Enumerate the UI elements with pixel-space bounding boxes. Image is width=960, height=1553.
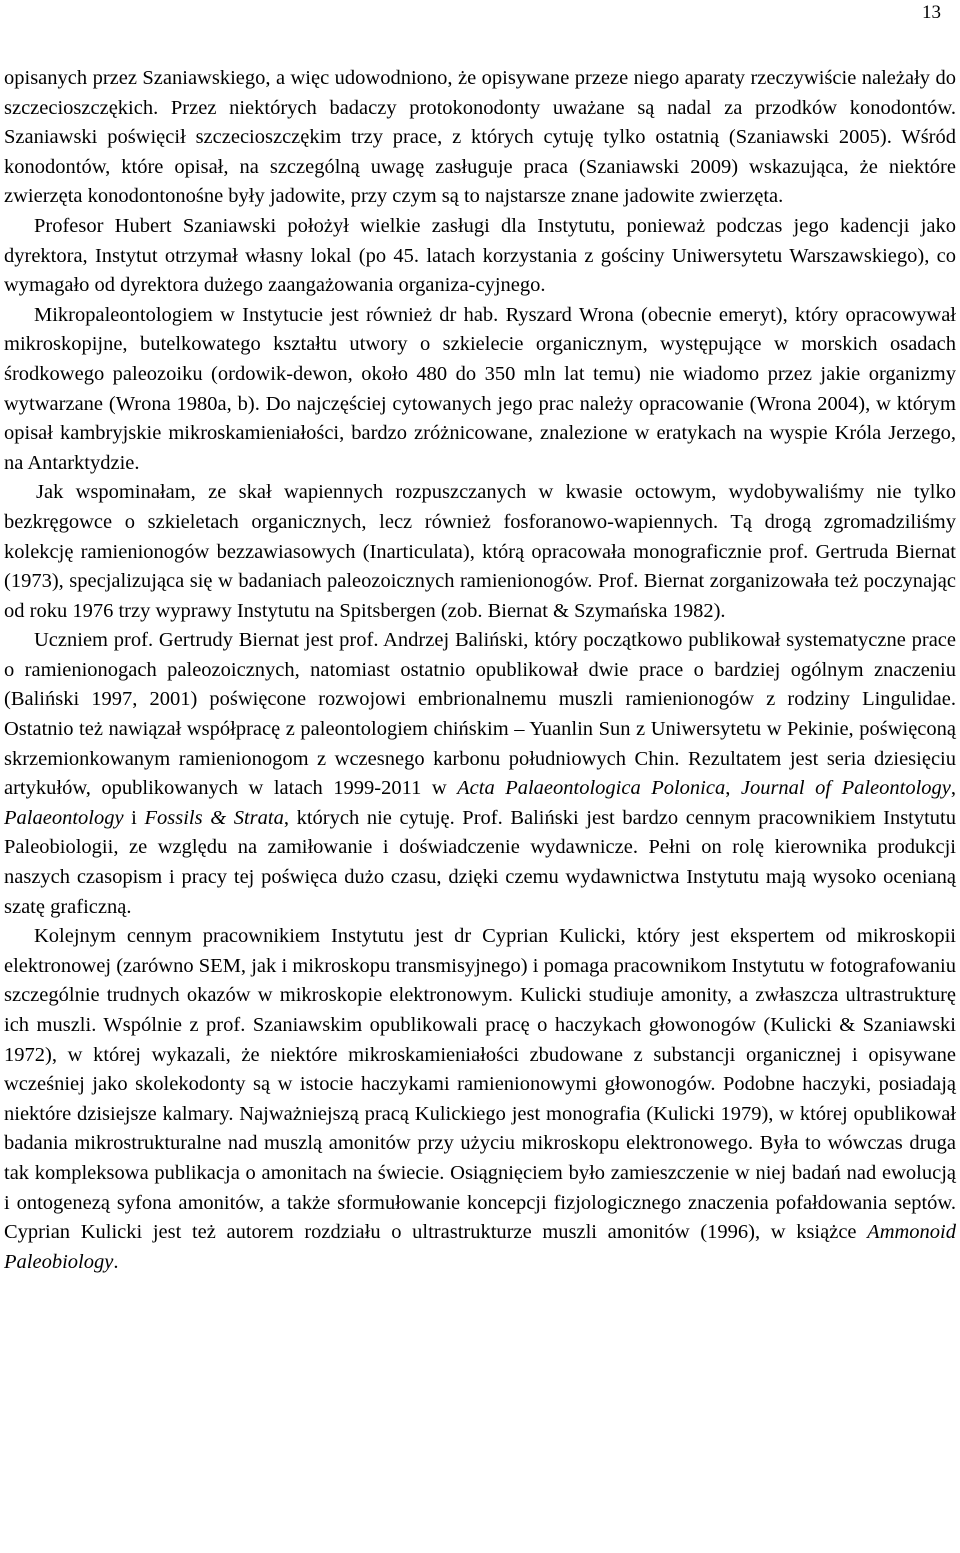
journal-title-palaeontology: Palaeontology [4, 806, 124, 829]
page-number: 13 [922, 2, 941, 23]
paragraph-5-text-end: , których nie cytuję. Prof. Baliński jest bardzo cennym pracownikiem Instytutu Paleobiologii, ze względu na zamiłowanie i doświadczenie wydawnicze. Pełni on rolę kierownika produkcji naszych czasopism i pracy tej poświęca dużo czasu, dzięki czemu wydawnictwa Instytutu mają wysoko ocenianą szatę graficzną. [4, 806, 957, 918]
book-title: Ammonoid Paleobiology [4, 1221, 956, 1273]
paragraph-1: opisanych przez Szaniawskiego, a więc udowodniono, że opisywane przeze niego aparaty rzeczywiście należały do szczecioszczękich. Przez niektórych badaczy protokonodonty uważane są nadal za przodków konodontów. Szaniawski poświęcił szczecioszczękim trzy prace, z których cytuję tylko ostatnią (Szaniawski 2005). Wśród konodontów, które opisał, na szczególną uwagę zasługuje praca (Szaniawski 2009) wskazująca, że niektóre zwierzęta konodontonośne były jadowite, przy czym są to najstarsze znane jadowite zwierzęta. [4, 67, 956, 208]
paragraph-4: Jak wspominałam, ze skał wapiennych rozpuszczanych w kwasie octowym, wydobywaliśmy nie tylko bezkręgowce o szkieletach organicznych, lecz również fosforanowo-wapiennych. Tą drogą zgromadziliśmy kolekcję ramienionogów bezzawiasowych (Inarticulata), którą opracowała monograficznie prof. Gertruda Biernat (1973), specjalizująca się w badaniach paleozoicznych ramienionogów. Prof. Biernat zorganizowała też poczynając od roku 1976 trzy wyprawy Instytutu na Spitsbergen (zob. Biernat & Szymańska 1982). [4, 481, 956, 622]
journal-title-acta: Acta Palaeontologica Polonica [457, 777, 726, 800]
separator: , [725, 777, 741, 800]
paragraph-5 [4, 626, 956, 922]
paragraph-6-end: . [113, 1250, 119, 1273]
paragraph-3: Mikropaleontologiem w Instytucie jest również dr hab. Ryszard Wrona (obecnie emeryt), który opracowywał mikroskopijne, butelkowatego kształtu utwory o szkielecie organicznym, występujące w morskich osadach środkowego paleozoiku (ordowik-dewon, około 480 do 350 mln lat temu) nie wiadomo przez jakie organizmy wytwarzane (Wrona 1980a, b). Do najczęściej cytowanych jego prac należy opracowanie (Wrona 2004), w którym opisał kambryjskie mikroskamieniałości, bardzo zróżnicowane, znalezione w eratykach na wyspie Króla Jerzego, na Antarktydzie. [4, 303, 956, 474]
paragraph-5-text-start: Uczniem prof. Gertrudy Biernat jest prof. Andrzej Baliński, który początkowo publikował systematyczne prace o ramienionogach paleozoicznych, natomiast ostatnio opublikował dwie prace o bardziej ogólnym znaczeniu (Baliński 1997, 2001) poświęcone rozwojowi embrionalnemu muszli ramienionogów z rodziny Lingulidae. Ostatnio też nawiązał współpracę z paleontologiem chińskim – Yuanlin Sun z Uniwersytetu w Pekinie, poświęconą skrzemionkowanym ramienionogom z wczesnego karbonu południowych Chin. Rezultatem jest seria dziesięciu artykułów, opublikowanych w latach 1999-2011 w [4, 629, 956, 800]
journal-title-jpaleo: Journal of Paleontology [740, 777, 951, 800]
paragraph-2: Profesor Hubert Szaniawski położył wielkie zasługi dla Instytutu, ponieważ podczas jego kadencji jako dyrektora, Instytut otrzymał własny lokal (po 45. latach korzystania z gościny Uniwersytetu Warszawskiego), co wymagało od dyrektora dużego zaangażowania organiza-cyjnego. [4, 214, 956, 297]
journal-title-fossils-strata: Fossils & Strata [144, 806, 284, 829]
separator: , [950, 777, 957, 800]
document-body [4, 64, 956, 1277]
paragraph-6 [4, 922, 956, 1277]
separator: i [123, 806, 145, 829]
paragraph-6-text: Kolejnym cennym pracownikiem Instytutu jest dr Cyprian Kulicki, który jest ekspertem od mikroskopii elektronowej (zarówno SEM, jak i mikroskopu transmisyjnego) i pomaga pracownikom Instytutu w fotografowaniu szczególnie trudnych okazów w mikroskopie elektronowym. Kulicki studiuje amonity, a zwłaszcza ultrastrukturę ich muszli. Wspólnie z prof. Szaniawskim opublikowali pracę o haczykach głowonogów (Kulicki & Szaniawski 1972), w której wykazali, że niektóre mikroskamieniałości zbudowane z substancji organicznej i opisywane wcześniej jako skolekodonty są w istocie haczykami ramienionowymi głowonogów. Podobne haczyki, posiadają niektóre dzisiejsze kalmary. Najważniejszą pracą Kulickiego jest monografia (Kulicki 1979), w której opublikował badania mikrostrukturalne nad muszlą amonitów przy użyciu mikroskopu elektronowego. Była to wówczas druga tak kompleksowa publikacja o amonitach na świecie. Osiągnięciem było zamieszczenie w niej badań nad ewolucją i ontogenezą syfona amonitów, a także sformułowanie koncepcji fizjologicznego znaczenia pofałdowania septów. Cyprian Kulicki jest też autorem rozdziału o ultrastrukturze muszli amonitów (1996), w książce [4, 925, 956, 1244]
